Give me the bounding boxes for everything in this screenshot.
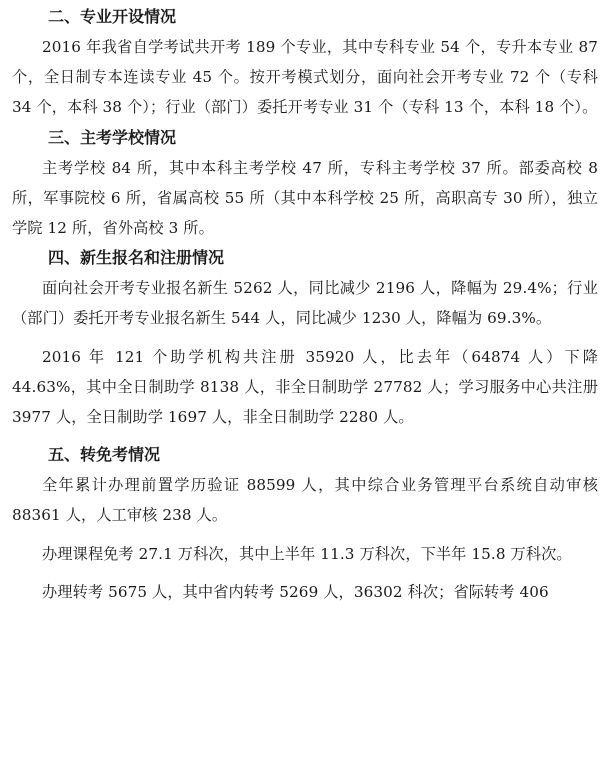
paragraph: 办理课程免考 27.1 万科次，其中上半年 11.3 万科次，下半年 15.8 万科次。 <box>42 544 572 563</box>
section-heading: 二、专业开设情况 <box>48 7 177 26</box>
paragraph: 2016 年 121 个助学机构共注册 35920 人，比去年（64874 人）下降 44.63%，其中全日制助学 8138 人，非全日制助学 27782 人；学习服务中心共注册 3977 人，全日制助学 1697 人，非全日制助学 2280 人。 <box>12 347 598 427</box>
section-heading: 四、新生报名和注册情况 <box>48 248 225 268</box>
paragraph: 全年累计办理前置学历验证 88599 人，其中综合业务管理平台系统自动审核 88361 人，人工审核 238 人。 <box>12 476 598 525</box>
paragraph-gap <box>12 334 598 342</box>
section-host-schools <box>12 123 598 244</box>
paragraph-gap <box>12 569 598 577</box>
paragraph: 办理转考 5675 人，其中省内转考 5269 人，36302 科次；省际转考 406 <box>42 582 549 601</box>
section-transfer-exemption <box>12 440 598 607</box>
paragraph: 主考学校 84 所，其中本科主考学校 47 所，专科主考学校 37 所。部委高校 8 所，军事院校 6 所，省属高校 55 所（其中本科学校 25 所，高职高专 30 所），独立学院 12 所，省外高校 3 所。 <box>12 158 598 238</box>
paragraph: 面向社会开考专业报名新生 5262 人，同比减少 2196 人，降幅为 29.4%；行业（部门）委托开考专业报名新生 544 人，同比减少 1230 人，降幅为 69.3%。 <box>12 279 598 328</box>
section-gap <box>12 432 598 440</box>
section-major-offerings <box>12 2 598 123</box>
paragraph-gap <box>12 531 598 539</box>
section-new-registration <box>12 243 598 432</box>
section-heading: 三、主考学校情况 <box>48 127 177 147</box>
section-heading: 五、转免考情况 <box>48 445 161 465</box>
paragraph: 2016 年我省自学考试共开考 189 个专业，其中专科专业 54 个，专升本专业 87 个，全日制专本连读专业 45 个。按开考模式划分，面向社会开考专业 72 个（专科 34 个，本科 38 个）；行业（部门）委托开考专业 31 个（专科 13 个，本科 18 个）。 <box>12 38 598 117</box>
